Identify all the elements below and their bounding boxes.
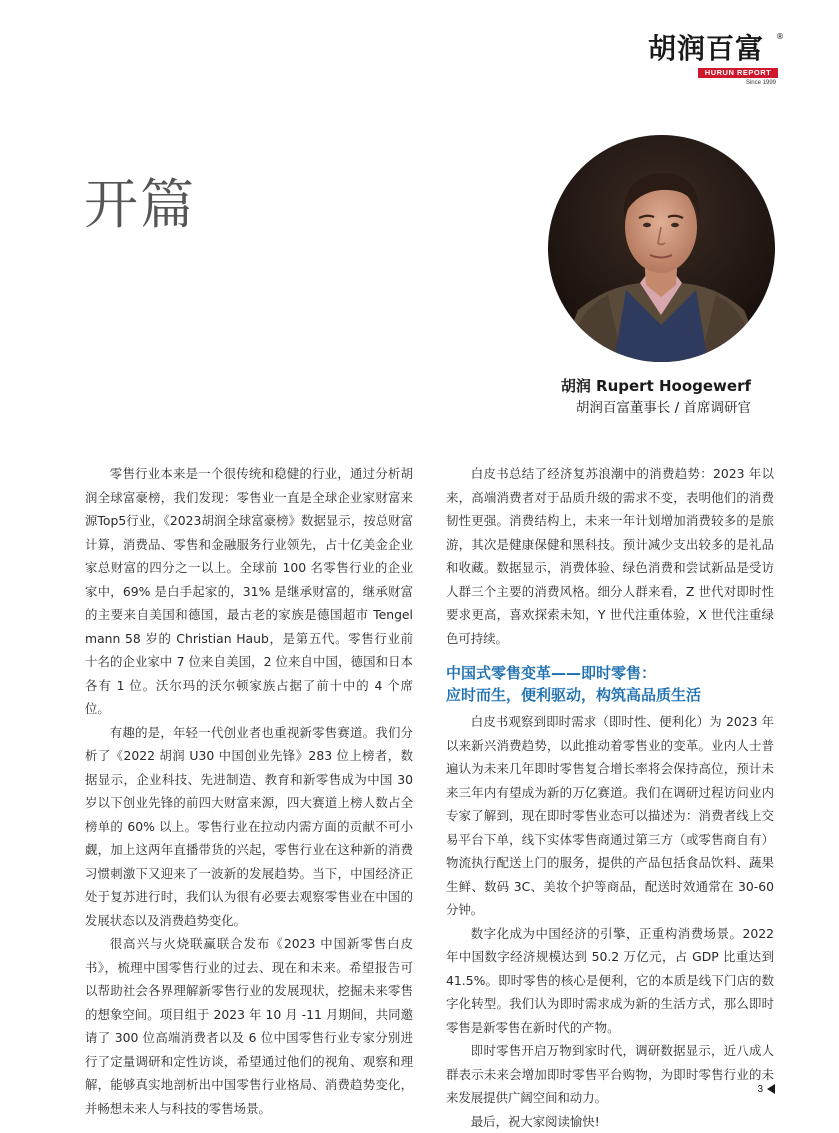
paragraph: 很高兴与火烧联赢联合发布《2023 中国新零售白皮书》，梳理中国零售行业的过去、现在和未来。希望报告可以帮助社会各界理解新零售行业的发展现状，挖掘未来零售的想象空间。项目组于 2023 年 10 月 -11 月期间，共同邀请了 300 位高端消费者以及 6 位中国零售行业专家分别进行了定量调研和定性访谈，希望通过他们的视角、观察和理解，能够真实地剖析出中国零售行业格局、消费趋势变化，并畅想未来人与科技的零售场景。 [85,932,413,1120]
paragraph: 零售行业本来是一个很传统和稳健的行业，通过分析胡润全球富豪榜，我们发现：零售业一直是全球企业家财富来源Top5行业，《2023胡润全球富豪榜》数据显示，按总财富计算，消费品、零售和金融服务行业领先，占十亿美金企业家总财富的四分之一以上。全球前 100 名零售行业的企业家中，69% 是白手起家的，31% 是继承财富的，继承财富的主要来自美国和德国，最古老的家族是德国超市 Tengelmann 58 岁的 Christian Haub，是第五代。零售行业前十名的企业家中 7 位来自美国，2 位来自中国，德国和日本各有 1 位。沃尔玛的沃尔顿家族占据了前十中的 4 个席位。 [85,462,413,721]
page-number [757,1084,775,1095]
hurun-logo [648,32,780,90]
logo-wordmark: 胡润百富 [648,32,764,66]
portrait-photo [548,135,775,362]
person-title: 胡润百富董事长 / 首席调研官 [576,396,751,416]
right-column [446,462,774,1133]
page-number-text: 3 [757,1084,763,1095]
paragraph: 白皮书总结了经济复苏浪潮中的消费趋势：2023 年以来，高端消费者对于品质升级的需求不变，表明他们的消费韧性更强。消费结构上，未来一年计划增加消费较多的是旅游，其次是健康保健和黑科技。预计减少支出较多的是礼品和收藏。数据显示，消费体验、绿色消费和尝试新品是受访人群三个主要的消费风格。细分人群来看，Z 世代对即时性要求更高，喜欢探索未知，Y 世代注重体验，X 世代注重绿色可持续。 [446,462,774,650]
section-heading-line-1: 中国式零售变革——即时零售： [446,662,774,684]
left-arrow-icon [767,1084,775,1094]
person-name: 胡润 Rupert Hoogewerf [561,375,751,396]
registered-mark-icon: ® [776,32,784,41]
logo-since: Since 1999 [746,80,776,86]
paragraph: 即时零售开启万物到家时代，调研数据显示，近八成人群表示未来会增加即时零售平台购物，为即时零售行业的未来发展提供广阔空间和动力。 [446,1039,774,1110]
section-heading-line-2: 应时而生，便利驱动，构筑高品质生活 [446,684,774,706]
page-title: 开篇 [84,170,196,240]
paragraph: 有趣的是，年轻一代创业者也重视新零售赛道。我们分析了《2022 胡润 U30 中国创业先锋》283 位上榜者，数据显示，企业科技、先进制造、教育和新零售成为中国 30 岁以下创业先锋的前四大财富来源，四大赛道上榜人数占全榜单的 60% 以上。零售行业在拉动内需方面的贡献不可小觑，加上这两年直播带货的兴起，零售行业在这种新的消费习惯刺激下又迎来了一波新的发展趋势。当下，中国经济正处于复苏进行时，我们认为很有必要去观察零售业在中国的发展状态以及消费趋势变化。 [85,721,413,933]
paragraph: 最后，祝大家阅读愉快! [446,1110,774,1133]
logo-english: HURUN REPORT [698,68,778,78]
paragraph: 白皮书观察到即时需求（即时性、便利化）为 2023 年以来新兴消费趋势，以此推动着零售业的变革。业内人士普遍认为未来几年即时零售复合增长率将会保持高位，预计未来三年内有望成为新的万亿赛道。我们在调研过程访问业内专家了解到，现在即时零售业态可以描述为：消费者线上交易平台下单，线下实体零售商通过第三方（或零售商自有）物流执行配送上门的服务，提供的产品包括食品饮料、蔬果生鲜、数码 3C、美妆个护等商品，配送时效通常在 30-60 分钟。 [446,710,774,922]
section-heading [446,662,774,706]
paragraph: 数字化成为中国经济的引擎，正重构消费场景。2022 年中国数字经济规模达到 50.2 万亿元，占 GDP 比重达到 41.5%。即时零售的核心是便利，它的本质是线下门店的数字化转型。我们认为即时需求成为新的生活方式，那么即时零售是新零售在新时代的产物。 [446,922,774,1040]
left-column [85,462,413,1120]
